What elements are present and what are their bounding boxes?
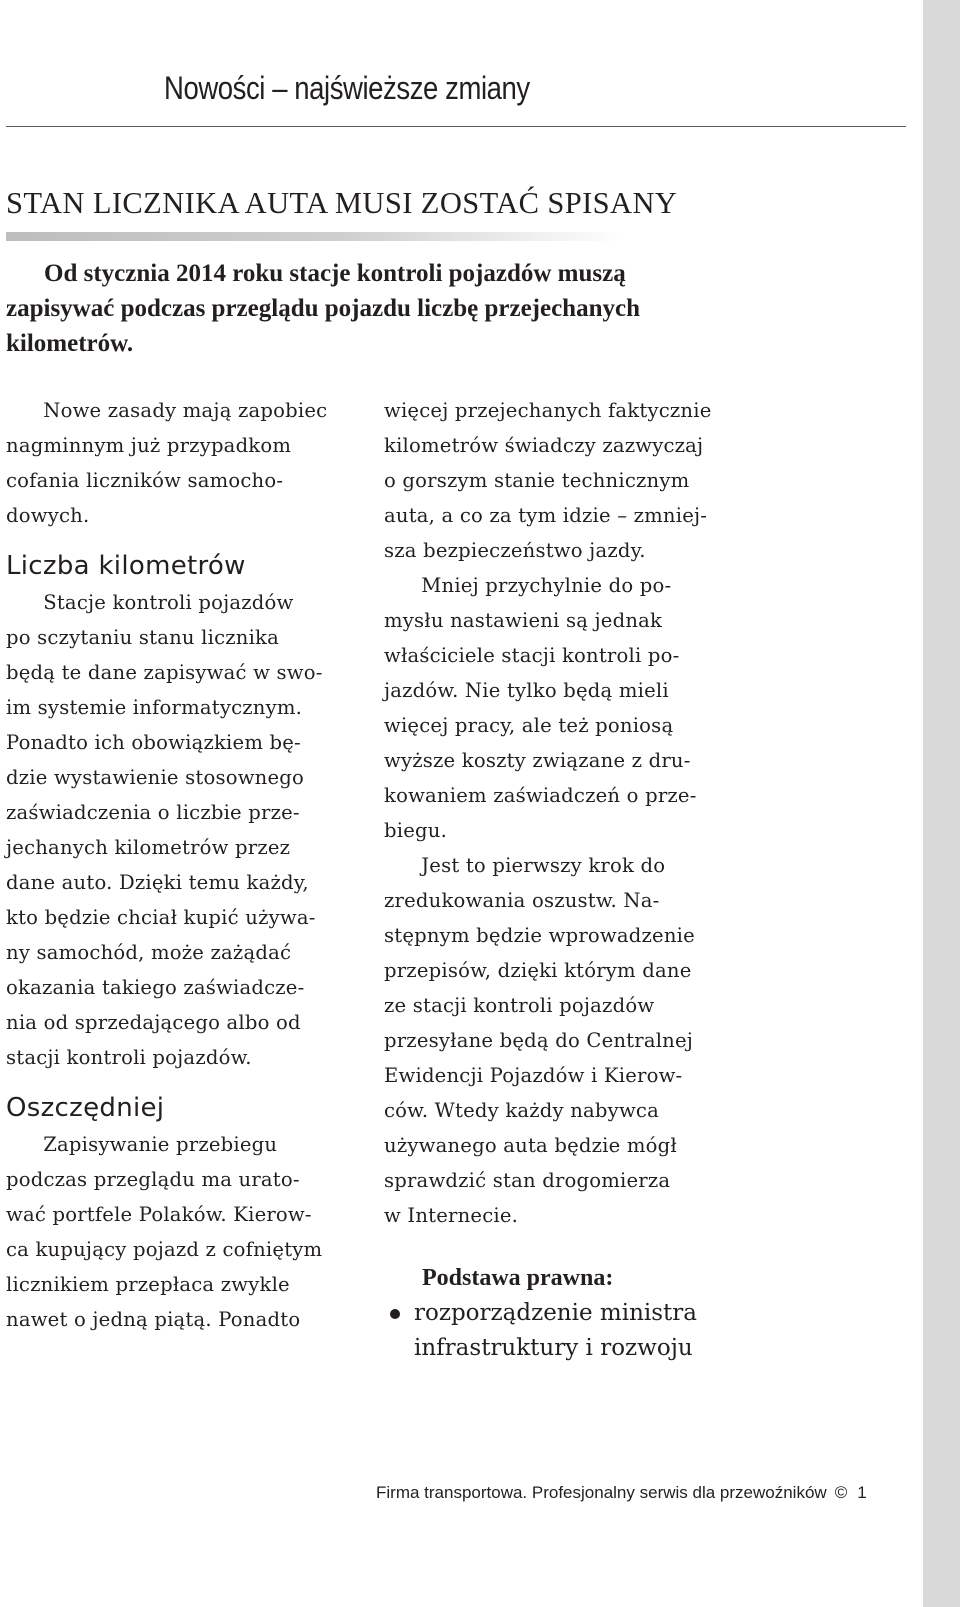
text-line: w Internecie. — [384, 1203, 519, 1227]
text-line: więcej pracy, ale też poniosą — [384, 713, 674, 737]
right-column — [384, 393, 736, 1366]
text-line: Mniej przychylnie do po- — [421, 573, 672, 597]
bullet-item — [384, 1296, 736, 1331]
text-line: wać portfele Polaków. Kierow- — [6, 1202, 312, 1226]
text-line: Zapisywanie przebiegu — [43, 1132, 278, 1156]
text-line: zredukowania oszustw. Na- — [384, 888, 660, 912]
bullet-icon — [390, 1309, 400, 1319]
text-line: więcej przejechanych faktycznie — [384, 398, 712, 422]
text-line: jechanych kilometrów przez — [6, 835, 291, 859]
title-underline-bar — [6, 232, 626, 241]
spacer — [384, 1233, 736, 1261]
margin-band — [923, 0, 960, 1607]
text-line: sza bezpieczeństwo jazdy. — [384, 538, 646, 562]
publication-name: Firma transportowa. Profesjonalny serwis dla przewoźników — [376, 1483, 827, 1502]
text-line: podczas przeglądu ma urato- — [6, 1167, 300, 1191]
subheading-liczba-kilometrow: Liczba kilometrów — [6, 551, 246, 581]
section-header: Nowości – najświeższe zmiany — [164, 70, 530, 106]
lead-line: Od stycznia 2014 roku stacje kontroli pojazdów muszą — [44, 260, 626, 287]
text-line: o gorszym stanie technicznym — [384, 468, 690, 492]
text-line: wyższe koszty związane z dru- — [384, 748, 691, 772]
text-line: po sczytaniu stanu licznika — [6, 625, 280, 649]
page-number: 1 — [857, 1483, 867, 1502]
header-rule — [6, 126, 906, 127]
spacer — [6, 533, 358, 543]
text-line: przesyłane będą do Centralnej — [384, 1028, 694, 1052]
left-column — [6, 393, 358, 1337]
text-line: biegu. — [384, 818, 447, 842]
text-line: dowych. — [6, 503, 90, 527]
subheading-oszczedniej: Oszczędniej — [6, 1093, 165, 1123]
text-line: będą te dane zapisywać w swo- — [6, 660, 323, 684]
text-line: dane auto. Dzięki temu każdy, — [6, 870, 309, 894]
lead-line: zapisywać podczas przeglądu pojazdu liczbę przejechanych — [6, 295, 640, 322]
article-title: STAN LICZNIKA AUTA MUSI ZOSTAĆ SPISANY — [6, 186, 678, 220]
bullet-item-continuation — [384, 1331, 736, 1366]
text-line: Jest to pierwszy krok do — [421, 853, 666, 877]
text-line: okazania takiego zaświadcze- — [6, 975, 305, 999]
text-line: właściciele stacji kontroli po- — [384, 643, 680, 667]
text-line: zaświadczenia o liczbie prze- — [6, 800, 300, 824]
text-line: Ewidencji Pojazdów i Kierow- — [384, 1063, 683, 1087]
text-line: mysłu nastawieni są jednak — [384, 608, 663, 632]
text-line: Ponadto ich obowiązkiem bę- — [6, 730, 301, 754]
legal-basis-label: Podstawa prawna: — [422, 1265, 614, 1291]
text-line: sprawdzić stan drogomierza — [384, 1168, 671, 1192]
text-line: stacji kontroli pojazdów. — [6, 1045, 252, 1069]
text-line: kilometrów świadczy zazwyczaj — [384, 433, 704, 457]
text-line: Stacje kontroli pojazdów — [43, 590, 294, 614]
lead-line: kilometrów. — [6, 330, 134, 357]
text-line: jazdów. Nie tylko będą mieli — [384, 678, 669, 702]
copyright-icon: © — [834, 1483, 848, 1502]
spacer — [6, 1075, 358, 1085]
text-line: nawet o jedną piątą. Ponadto — [6, 1307, 301, 1331]
text-line: ze stacji kontroli pojazdów — [384, 993, 655, 1017]
text-line: ca kupujący pojazd z cofniętym — [6, 1237, 323, 1261]
text-line: stępnym będzie wprowadzenie — [384, 923, 695, 947]
page-footer — [376, 1483, 867, 1503]
text-line: Nowe zasady mają zapobiec — [43, 398, 328, 422]
text-line: używanego auta będzie mógł — [384, 1133, 677, 1157]
text-line: nagminnym już przypadkom — [6, 433, 292, 457]
text-line: kowaniem zaświadczeń o prze- — [384, 783, 697, 807]
text-line: ny samochód, może zażądać — [6, 940, 292, 964]
text-line: kto będzie chciał kupić używa- — [6, 905, 316, 929]
text-line: im systemie informatycznym. — [6, 695, 303, 719]
text-line: auta, a co za tym idzie – zmniej- — [384, 503, 708, 527]
text-line: nia od sprzedającego albo od — [6, 1010, 301, 1034]
text-line: cofania liczników samocho- — [6, 468, 284, 492]
bullet-text-line: rozporządzenie ministra — [414, 1300, 697, 1326]
text-line: licznikiem przepłaca zwykle — [6, 1272, 290, 1296]
bullet-text-line: infrastruktury i rozwoju — [414, 1335, 693, 1361]
text-line: przepisów, dzięki którym dane — [384, 958, 692, 982]
text-line: ców. Wtedy każdy nabywca — [384, 1098, 659, 1122]
article-lead — [6, 256, 751, 361]
text-line: dzie wystawienie stosownego — [6, 765, 305, 789]
